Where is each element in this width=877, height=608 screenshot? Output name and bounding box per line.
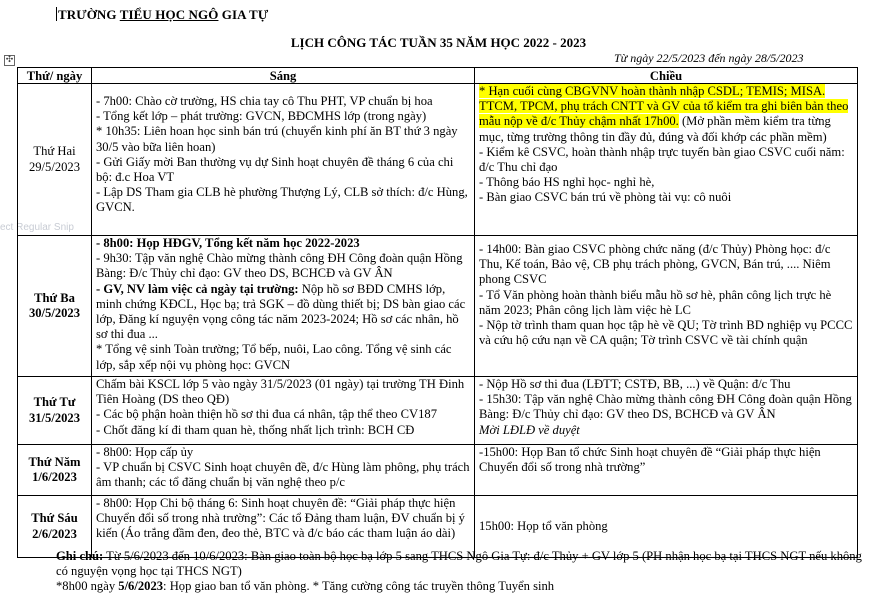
day-name: Thứ Tư	[33, 395, 76, 410]
day-date: 31/5/2023	[28, 410, 81, 425]
notes-text: *8h00 ngày	[56, 579, 119, 593]
table-row	[18, 377, 858, 445]
header-day: Thứ/ ngày	[18, 68, 92, 84]
day-date: 2/6/2023	[32, 526, 77, 541]
day-date: 1/6/2023	[32, 470, 77, 484]
schedule-table	[17, 67, 858, 558]
morning-item: - VP chuẩn bị CSVC Sinh hoạt chuyên đề, đ/c Hùng làm phông, phụ trách âm thanh; các tổ đăng chuẩn bị văn nghệ theo p/c	[96, 460, 470, 490]
morning-item: - 8h00: Họp Chi bộ tháng 6: Sinh hoạt chuyên đề: “Giải pháp thực hiện Chuyển đổi số trong nhà trường”: Các tổ Đảng tham luận, ĐV chuẩn bị ý kiến (Áo trắng đầm đen, đeo thẻ, BTC và đ/c báo các tham luận áo dài)	[96, 496, 465, 541]
afternoon-item: - Bàn giao CSVC bán trú về phòng tài vụ: cô nuôi	[479, 190, 732, 205]
afternoon-item: - Nộp tờ trình tham quan học tập hè về QU; Tờ trình BD nghiệp vụ PCCC và cứu hộ cứu nạn về CA quận; Tờ trình CSVC về tài chính quận	[479, 318, 853, 348]
afternoon-item: - Kiểm kê CSVC, hoàn thành nhập trực tuyến bàn giao CSVC cuối năm: đ/c Thu chỉ đạo	[479, 144, 845, 175]
day-name: Thứ Năm	[28, 454, 81, 469]
morning-item: Chấm bài KSCL lớp 5 vào ngày 31/5/2023 (01 ngày) tại trường TH Đinh Tiên Hoàng (DS theo QĐ)	[96, 377, 465, 407]
afternoon-item: -15h00: Họp Ban tổ chức Sinh hoạt chuyên đề “Giải pháp thực hiện Chuyển đổi số trong nhà trường”	[479, 445, 821, 475]
day-cell	[18, 236, 92, 377]
afternoon-item: 15h00: Họp tổ văn phòng	[479, 518, 608, 533]
day-cell	[18, 377, 92, 445]
notes-line	[56, 579, 866, 594]
morning-cell[interactable]	[92, 377, 475, 445]
header-morning: Sáng	[92, 68, 475, 84]
morning-item: - 8h00: Họp cấp ủy	[96, 445, 194, 459]
notes-label: Ghi chú:	[56, 549, 104, 563]
ghost-overlay-text: ect Regular Snip	[0, 222, 74, 233]
table-row	[18, 84, 858, 236]
afternoon-item-deadline	[479, 84, 853, 145]
afternoon-item-tail: (Mở phần mềm kiểm tra từng mục, từng trường thông tin đầy đủ, đúng và đối khớp các phần mềm)	[479, 114, 831, 144]
day-date: 30/5/2023	[28, 306, 81, 320]
header-afternoon: Chiều	[475, 68, 858, 84]
morning-item	[96, 282, 470, 343]
afternoon-item: - Thông báo HS nghỉ học- nghỉ hè,	[479, 175, 655, 190]
afternoon-cell[interactable]	[475, 377, 858, 445]
afternoon-item: - 15h30: Tập văn nghệ Chào mừng thành công ĐH Công đoàn quận Hồng Bàng: Đ/c Thủy chỉ đạo: GV theo DS, BCHCĐ và GV ÂN	[479, 392, 852, 422]
school-name-prefix: TRƯỜNG	[58, 7, 120, 22]
morning-item: - Các bộ phận hoàn thiện hồ sơ thi đua cá nhân, tập thể theo CV187	[96, 407, 438, 422]
morning-item: - Tổng kết lớp – phát trường: GVCN, BĐCMHS lớp (trong ngày)	[96, 109, 427, 124]
morning-cell[interactable]	[92, 84, 475, 236]
table-row	[18, 236, 858, 377]
morning-item: - Lập DS Tham gia CLB hè phường Thượng Lý, CLB sở thích: đ/c Hùng, GVCN.	[96, 185, 468, 215]
notes-text: Từ 5/6/2023 đến 10/6/2023: Bàn giao toàn bộ học bạ lớp 5 sang THCS Ngô Gia Tự: đ/c Thủy + GV lớp 5 (PH nhận học bạ tại THCS NGT nếu không có nguyện vọng học tại THCS NGT)	[56, 549, 862, 578]
morning-item: - 9h30: Tập văn nghệ Chào mừng thành công ĐH Công đoàn quận Hồng Bàng: Đ/c Thủy chỉ đạo: GV theo DS, BCHCĐ và GV ÂN	[96, 251, 463, 281]
notes-section	[56, 549, 866, 594]
day-name: Thứ Hai	[33, 144, 76, 159]
morning-cell[interactable]	[92, 236, 475, 377]
table-header-row	[18, 68, 858, 84]
table-row	[18, 445, 858, 496]
morning-item: - 7h00: Chào cờ trường, HS chia tay cô Thu PHT, VP chuẩn bị hoa	[96, 94, 433, 108]
date-range: Từ ngày 22/5/2023 đến ngày 28/5/2023	[614, 51, 804, 65]
day-date: 29/5/2023	[28, 159, 81, 174]
morning-item-bold: - 8h00: Họp HĐGV, Tổng kết năm học 2022-2023	[96, 236, 360, 250]
morning-item-body: Nộp hồ sơ BĐD CMHS lớp, minh chứng KĐCL, Học bạ; trả SGK – đồ dùng thiết bị; DS bàn giao các lớp, Đăng kí nguyện vọng công tác năm 2023-2024; Hồ sơ các nhân, hồ sơ thi đua ...	[96, 281, 466, 342]
notes-line	[56, 549, 866, 579]
afternoon-item: - 14h00: Bàn giao CSVC phòng chức năng (đ/c Thủy) Phòng học: đ/c Thu, Kế toán, Bảo vệ, CB phụ trách phòng, GVCN, Bán trú, .... Niêm phong CSVC	[479, 242, 831, 287]
table-move-handle-icon[interactable]: ✣	[5, 55, 14, 65]
school-name-underlined: TIỂU HỌC NGÔ	[119, 7, 219, 22]
highlighted-text: * Hạn cuối cùng CBGVNV hoàn thành nhập CSDL; TEMIS; MISA. TTCM, TPCM, phụ trách CNTT và GV của tổ kiểm tra ghi biên bản theo mẫu nộp về đ/c Thủy chậm nhất 17h00.	[479, 84, 849, 129]
page-title: LỊCH CÔNG TÁC TUẦN 35 NĂM HỌC 2022 - 2023	[290, 35, 587, 50]
day-name: Thứ Sáu	[31, 511, 78, 526]
day-name: Thứ Ba	[34, 290, 75, 305]
morning-item: * 10h35: Liên hoan học sinh bán trú (chuyển kinh phí ăn BT thứ 3 ngày 30/5 vào bữa liên hoan)	[96, 124, 458, 154]
afternoon-cell[interactable]	[475, 236, 858, 377]
morning-item: * Tổng vệ sinh Toàn trường; Tổ bếp, nuôi, Lao công. Tổng vệ sinh các lớp, sắp xếp nội vụ phòng học: GVCN	[96, 342, 452, 372]
morning-cell[interactable]	[92, 445, 475, 496]
afternoon-item: - Tổ Văn phòng hoàn thành biểu mẫu hồ sơ hè, phân công lịch trực hè năm 2023; Phân công lịch làm việc hè LC	[479, 287, 832, 317]
afternoon-cell[interactable]	[475, 445, 858, 496]
day-cell	[18, 84, 92, 236]
morning-item-bold-lead: - GV, NV làm việc cả ngày tại trường:	[96, 281, 299, 296]
notes-date: 5/6/2023	[118, 579, 164, 593]
morning-item: - Chốt đăng kí đi tham quan hè, thống nhất lịch trình: BCH CĐ	[96, 422, 415, 437]
afternoon-cell[interactable]	[475, 84, 858, 236]
morning-item: - Gửi Giấy mời Ban thường vụ dự Sinh hoạt chuyên đề tháng 6 của chi bộ: đ.c Hoa VT	[96, 154, 454, 185]
school-name-suffix: GIA TỰ	[218, 7, 269, 22]
day-cell	[18, 445, 92, 496]
school-name	[56, 7, 268, 23]
text-cursor	[56, 7, 57, 21]
afternoon-item: - Nộp Hồ sơ thi đua (LĐTT; CSTĐ, BB, ...) về Quận: đ/c Thu	[479, 377, 791, 391]
notes-text: : Họp giao ban tổ văn phòng. * Tăng cường công tác truyền thông Tuyển sinh	[163, 579, 555, 593]
afternoon-item-italic: Mời LĐLĐ về duyệt	[479, 422, 580, 437]
